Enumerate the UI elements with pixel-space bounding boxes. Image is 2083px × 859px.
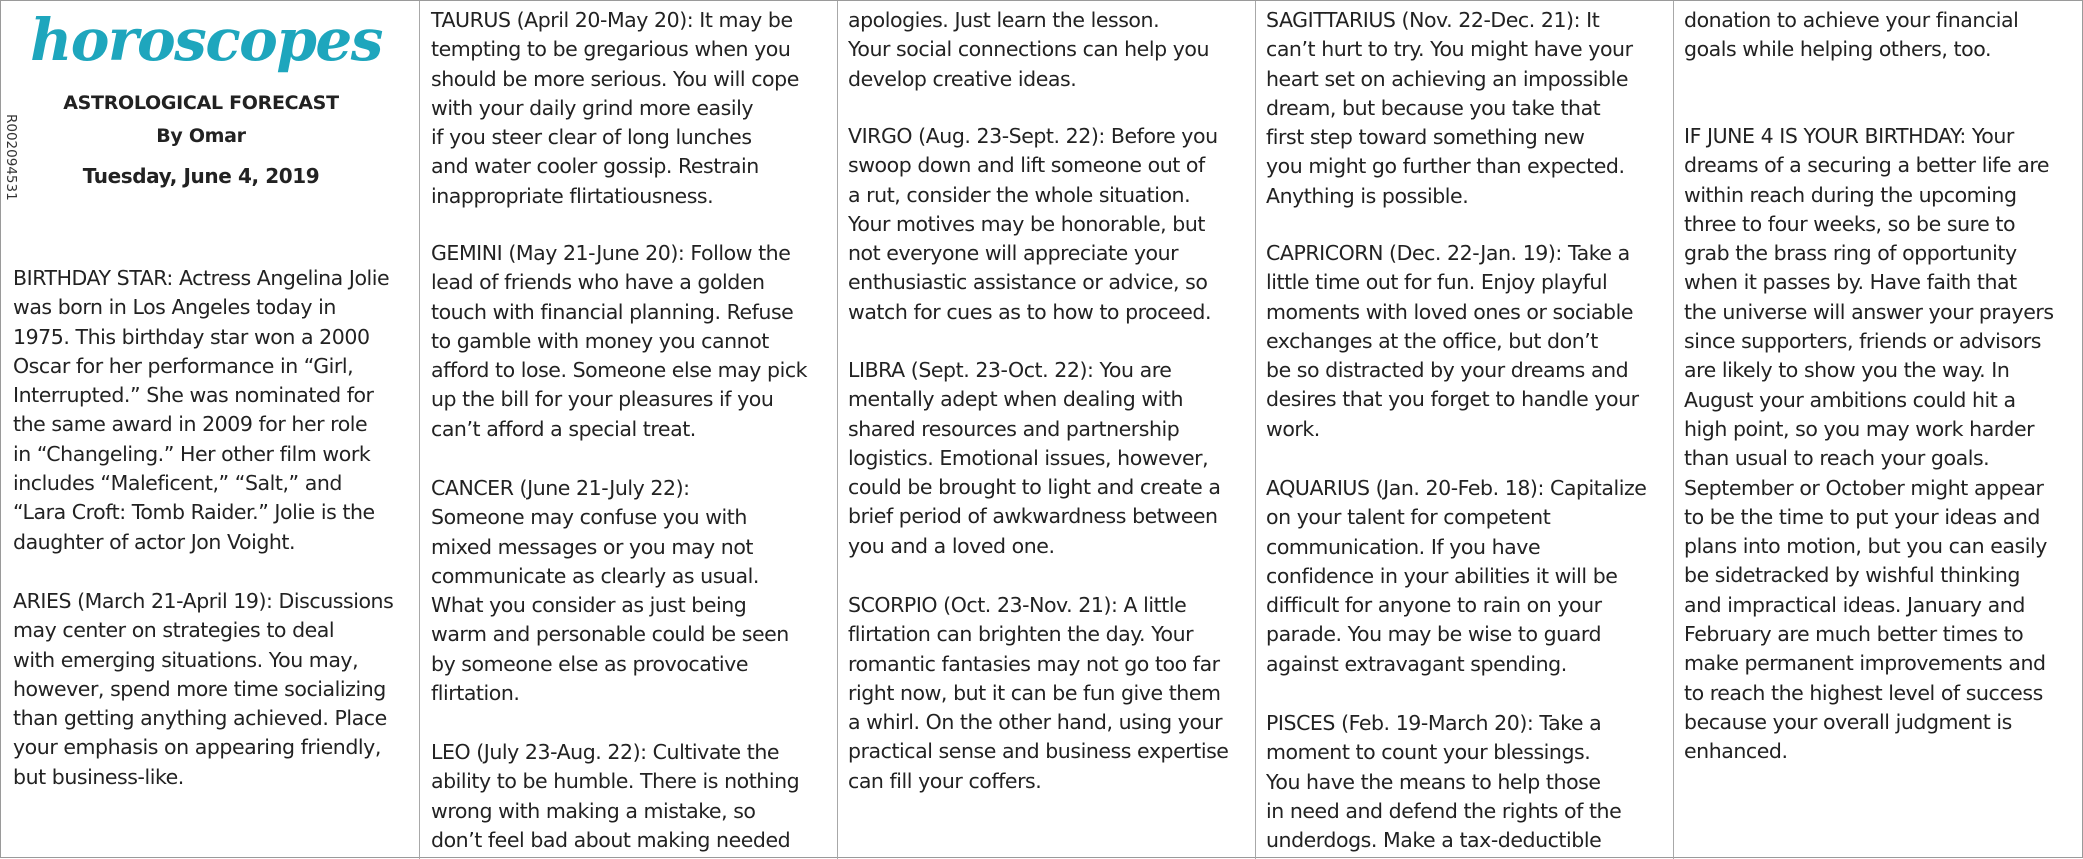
birthday-star-paragraph: BIRTHDAY STAR: Actress Angelina Jolie was born in Los Angeles today in 1975. This birthday star won a 2000 Oscar for her performance in “Girl, Interrupted.” She was nominated for the same award in 2009 for her role in “Changeling.” Her other film work includes “Maleficent,” “Salt,” and “Lara Croft: Tomb Raider.” Jolie is the daughter of actor Jon Voight. xyxy=(13,266,390,554)
forecast-subtitle: ASTROLOGICAL FORECAST xyxy=(63,92,339,114)
column-2 xyxy=(429,1,841,859)
horoscopes-logo: horoscopes xyxy=(30,6,382,74)
column-3 xyxy=(847,1,1259,859)
column-4 xyxy=(1265,1,1677,859)
column-divider xyxy=(1255,1,1256,859)
column-5 xyxy=(1683,1,2082,859)
pisces-continued-paragraph: donation to achieve your financial goals while helping others, too. xyxy=(1684,8,2019,62)
scorpio-paragraph: SCORPIO (Oct. 23-Nov. 21): A little flirtation can brighten the day. Your romantic fantasies may not go too far right now, but it can be fun give them a whirl. On the other hand, using your practical sense and business expertise can fill your coffers. xyxy=(848,593,1229,793)
column-divider xyxy=(837,1,838,859)
side-code: R002094531 xyxy=(3,114,19,201)
aries-paragraph: ARIES (March 21-April 19): Discussions may center on strategies to deal with emerging situations. You may, however, spend more time socializing than getting anything achieved. Place your emphasis on appearing friendly, but business-like. xyxy=(13,589,394,789)
capricorn-paragraph: CAPRICORN (Dec. 22-Jan. 19): Take a little time out for fun. Enjoy playful moments with loved ones or sociable exchanges at the office, but don’t be so distracted by your dreams and desires that you forget to handle your work. xyxy=(1266,241,1639,441)
sagittarius-paragraph: SAGITTARIUS (Nov. 22-Dec. 21): It can’t hurt to try. You might have your heart set on achieving an impossible dream, but because you take that first step toward something new you might go further than expected. Anything is possible. xyxy=(1266,8,1633,208)
virgo-paragraph: VIRGO (Aug. 23-Sept. 22): Before you swoop down and lift someone out of a rut, consider the whole situation. Your motives may be honorable, but not everyone will appreciate your enthusiastic assistance or advice, so watch for cues as to how to proceed. xyxy=(848,124,1218,324)
birthday-forecast-paragraph: IF JUNE 4 IS YOUR BIRTHDAY: Your dreams of a securing a better life are within reach during the upcoming three to four weeks, so be sure to grab the brass ring of opportunity when it passes by. Have faith that the universe will answer your prayers since supporters, friends or advisors are likely to show you the way. In August your ambitions could hit a high point, so you may work harder than usual to reach your goals. September or October might appear to be the time to put your ideas and plans into motion, but you can easily be sidetracked by wishful thinking and impractical ideas. January and February are much better times to make permanent improvements and to reach the highest level of success because your overall judgment is enhanced. xyxy=(1684,124,2054,764)
byline: By Omar xyxy=(156,125,246,147)
leo-paragraph: LEO (July 23-Aug. 22): Cultivate the ability to be humble. There is nothing wrong with making a mistake, so don’t feel bad about making needed xyxy=(431,740,800,852)
leo-continued-paragraph: apologies. Just learn the lesson. Your social connections can help you develop creative ideas. xyxy=(848,8,1210,91)
libra-paragraph: LIBRA (Sept. 23-Oct. 22): You are mentally adept when dealing with shared resources and partnership logistics. Emotional issues, however, could be brought to light and create a brief period of awkwardness between you and a loved one. xyxy=(848,358,1221,558)
column-divider xyxy=(1673,1,1674,859)
masthead xyxy=(1,1,401,189)
gemini-paragraph: GEMINI (May 21-June 20): Follow the lead of friends who have a golden touch with financial planning. Refuse to gamble with money you cannot afford to lose. Someone else may pick up the bill for your pleasures if you can’t afford a special treat. xyxy=(431,241,808,441)
publication-date: Tuesday, June 4, 2019 xyxy=(82,164,320,188)
aquarius-paragraph: AQUARIUS (Jan. 20-Feb. 18): Capitalize on your talent for competent communication. If you have confidence in your abilities it will be difficult for anyone to rain on your parade. You may be wise to guard against extravagant spending. xyxy=(1266,476,1647,676)
cancer-paragraph: CANCER (June 21-July 22): Someone may confuse you with mixed messages or you may not communicate as clearly as usual. What you consider as just being warm and personable could be seen by someone else as provocative flirtation. xyxy=(431,476,789,706)
column-divider xyxy=(419,1,420,859)
taurus-paragraph: TAURUS (April 20-May 20): It may be tempting to be gregarious when you should be more serious. You will cope with your daily grind more easily if you steer clear of long lunches and water cooler gossip. Restrain inappropriate flirtatiousness. xyxy=(431,8,799,208)
column-1 xyxy=(1,1,413,859)
pisces-paragraph: PISCES (Feb. 19-March 20): Take a moment to count your blessings. You have the means to help those in need and defend the rights of the underdogs. Make a tax-deductible xyxy=(1266,711,1622,853)
